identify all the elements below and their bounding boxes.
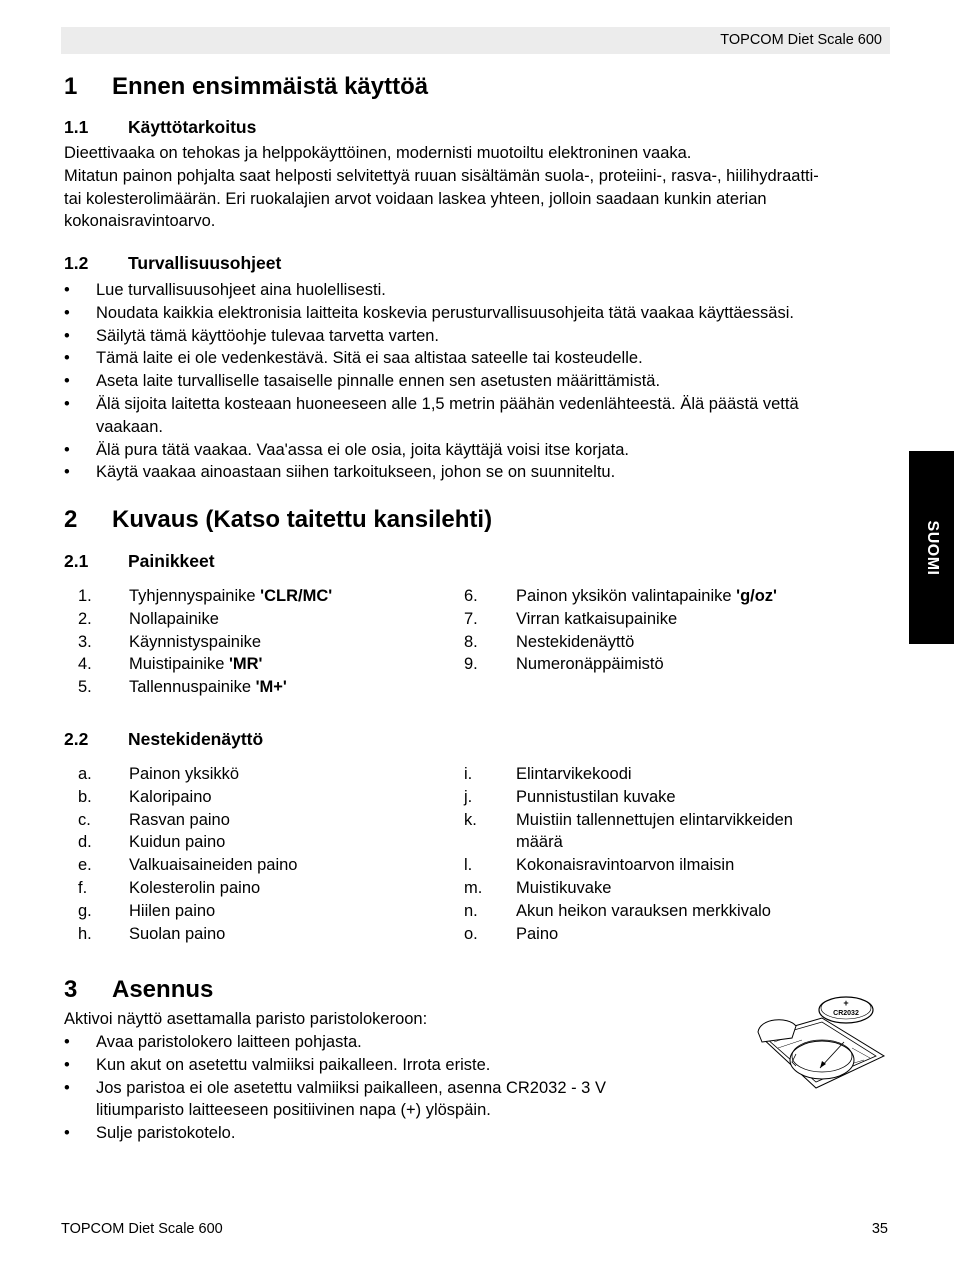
paragraph-line: Mitatun painon pohjalta saat helposti selvitettyä ruuan sisältämän suola-, proteiini-, rasva-, hiilihydraatti-	[64, 166, 819, 185]
subsection-title: Nestekidenäyttö	[128, 729, 264, 749]
safety-list	[64, 279, 894, 484]
subsection-number: 2.2	[64, 729, 89, 749]
subsection-title: Käyttötarkoitus	[128, 117, 257, 137]
list-item: f. Kolesterolin paino	[78, 878, 261, 897]
list-item: k. Muistiin tallennettujen elintarvikkeiden	[464, 810, 793, 829]
section-3-heading	[64, 976, 464, 1006]
battery-compartment-illustration	[752, 992, 892, 1096]
subsection-1-2-heading	[64, 253, 564, 275]
list-item: 8. Nestekidenäyttö	[464, 632, 635, 651]
section-2-heading	[64, 506, 814, 536]
subsection-number: 2.1	[64, 551, 89, 571]
bullet: •	[64, 372, 70, 391]
intended-use-paragraph	[64, 142, 888, 233]
list-item: 5. Tallennuspainike 'M+'	[78, 678, 287, 697]
paragraph-line: Dieettivaaka on tehokas ja helppokäyttöinen, modernisti muotoiltu elektroninen vaaka.	[64, 144, 692, 162]
section-number: 3	[64, 976, 78, 1003]
bullet: •	[64, 326, 70, 345]
language-tab	[909, 451, 954, 644]
bullet: •	[64, 1078, 70, 1097]
page-number: 35	[871, 1221, 888, 1237]
list-item: h. Suolan paino	[78, 924, 226, 943]
list-item: l. Kokonaisravintoarvon ilmaisin	[464, 856, 735, 875]
list-item-continuation: vaakaan.	[96, 417, 163, 436]
buttons-list-right	[450, 585, 890, 676]
list-item: 4. Muistipainike 'MR'	[78, 655, 263, 674]
list-item: i. Elintarvikekoodi	[464, 765, 632, 783]
bullet: •	[64, 349, 70, 368]
list-item: • Sulje paristokotelo.	[64, 1122, 704, 1145]
subsection-number: 1.1	[64, 117, 89, 137]
list-item: • Avaa paristolokero laitteen pohjasta.	[64, 1031, 704, 1054]
bullet: •	[64, 303, 70, 322]
installation-list	[64, 1031, 704, 1145]
list-item: j. Punnistustilan kuvake	[464, 787, 676, 806]
bullet: •	[64, 463, 70, 482]
section-number: 1	[64, 73, 78, 100]
subsection-1-1-heading	[64, 117, 564, 139]
insulation-tab	[758, 1020, 796, 1042]
bullet: •	[64, 1055, 70, 1074]
subsection-2-2-heading	[64, 729, 564, 751]
list-item: 9. Numeronäppäimistö	[464, 655, 664, 674]
section-number: 2	[64, 506, 78, 533]
installation-intro: Aktivoi näyttö asettamalla paristo paristolokeroon:	[64, 1010, 428, 1028]
list-item: 7. Virran katkaisupainike	[464, 609, 678, 628]
header-title: TOPCOM Diet Scale 600	[720, 32, 882, 48]
battery-in-slot	[790, 1041, 854, 1079]
language-tab-label: SUOMI	[923, 520, 941, 575]
list-item: 6. Painon yksikön valintapainike 'g/oz'	[464, 587, 777, 605]
list-item: • Jos paristoa ei ole asetettu valmiiksi paikalleen, asenna CR2032 - 3 V	[64, 1077, 704, 1100]
list-item: 2. Nollapainike	[78, 609, 219, 628]
list-item-continuation: litiumparisto laitteeseen positiivinen napa (+) ylöspäin.	[96, 1101, 491, 1120]
list-item: • Lue turvallisuusohjeet aina huolellisesti.	[64, 279, 894, 302]
footer-title: TOPCOM Diet Scale 600	[61, 1221, 223, 1237]
list-item: b. Kaloripaino	[78, 787, 212, 806]
section-title: Asennus	[112, 976, 214, 1003]
list-item: • Kun akut on asetettu valmiiksi paikalleen. Irrota eriste.	[64, 1054, 704, 1077]
list-item-continuation: määrä	[516, 833, 563, 852]
subsection-title: Turvallisuusohjeet	[128, 253, 282, 273]
list-item: • Aseta laite turvalliselle tasaiselle pinnalle ennen sen asetusten määrittämistä.	[64, 370, 894, 393]
list-item: c. Rasvan paino	[78, 810, 230, 829]
section-1-heading	[64, 73, 764, 103]
subsection-title: Painikkeet	[128, 551, 215, 571]
battery-model-label: CR2032	[833, 1010, 859, 1017]
paragraph-line: tai kolesterolimäärän. Eri ruokalajien arvot voidaan laskea yhteen, jolloin saadaan kunkin aterian	[64, 189, 767, 208]
list-item: • Säilytä tämä käyttöohje tulevaa tarvetta varten.	[64, 325, 894, 348]
buttons-list-left	[64, 585, 444, 699]
lcd-list-left	[64, 763, 444, 945]
list-item: m. Muistikuvake	[464, 878, 612, 897]
list-item: • Noudata kaikkia elektronisia laitteita koskevia perusturvallisuusohjeita tätä vaakaa käyttäessäsi.	[64, 302, 894, 325]
paragraph-line: kokonaisravintoarvo.	[64, 212, 216, 231]
list-item: a. Painon yksikkö	[78, 765, 240, 783]
battery-plus-label: +	[843, 998, 849, 1008]
list-item: d. Kuidun paino	[78, 833, 226, 852]
bullet: •	[64, 1033, 70, 1051]
list-item: e. Valkuaisaineiden paino	[78, 856, 298, 875]
lcd-list-right	[450, 763, 890, 945]
section-title: Ennen ensimmäistä käyttöä	[112, 73, 429, 100]
list-item: • Älä pura tätä vaakaa. Vaa'assa ei ole osia, joita käyttäjä voisi itse korjata.	[64, 439, 894, 462]
list-item: 3. Käynnistyspainike	[78, 632, 262, 651]
running-header	[61, 27, 890, 54]
list-item: g. Hiilen paino	[78, 901, 216, 920]
section-title: Kuvaus (Katso taitettu kansilehti)	[112, 506, 493, 533]
bullet: •	[64, 1124, 70, 1143]
list-item: • Käytä vaakaa ainoastaan siihen tarkoitukseen, johon se on suunniteltu.	[64, 461, 894, 484]
list-item: • Älä sijoita laitetta kosteaan huoneeseen alle 1,5 metrin päähän vedenlähteestä. Älä päästä vettä	[64, 393, 894, 416]
bullet: •	[64, 440, 70, 459]
subsection-2-1-heading	[64, 551, 564, 573]
bullet: •	[64, 394, 70, 413]
list-item: o. Paino	[464, 924, 559, 943]
bullet: •	[64, 281, 70, 299]
list-item: 1. Tyhjennyspainike 'CLR/MC'	[78, 587, 333, 605]
subsection-number: 1.2	[64, 253, 89, 273]
list-item: • Tämä laite ei ole vedenkestävä. Sitä ei saa altistaa sateelle tai kosteudelle.	[64, 347, 894, 370]
list-item: n. Akun heikon varauksen merkkivalo	[464, 901, 771, 920]
